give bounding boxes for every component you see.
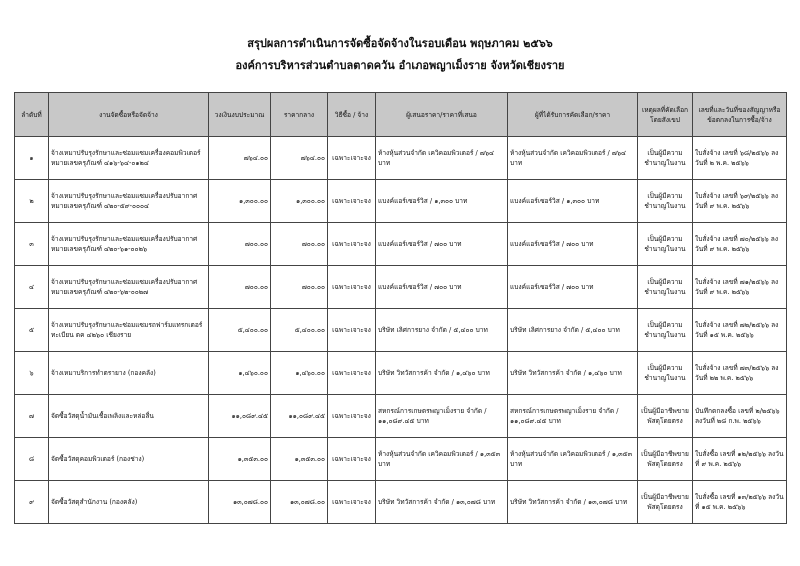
cell-bidder: ห้างหุ้นส่วนจำกัด เควิคอมพิวเตอร์ / ๑,๓๕๓ บาท [376,438,508,481]
table-row [15,266,787,309]
cell-no: ๕ [15,309,49,352]
cell-contract: ใบสั่งจ้าง เลขที่ ๗๓/๒๕๖๖ ลงวันที่ ๒๒ พ.ค. ๒๕๖๖ [693,352,787,395]
table-row [15,309,787,352]
table-row [15,137,787,180]
cell-item: จัดซื้อวัสดุคอมพิวเตอร์ (กองช่าง) [49,438,209,481]
cell-method: เฉพาะเจาะจง [328,180,376,223]
table-row [15,395,787,438]
table-row [15,438,787,481]
cell-median-price: ๗๐๐.๐๐ [271,223,328,266]
cell-reason: เป็นผู้มีความชำนาญในงาน [638,137,693,180]
cell-bidder: บริษัท เลิศการยาง จำกัด / ๕,๔๐๐ บาท [376,309,508,352]
cell-contract: บันทึกตกลงซื้อ เลขที่ ๒/๒๕๖๖ ลงวันที่ ๒๘ ก.พ. ๒๕๖๖ [693,395,787,438]
cell-reason: เป็นผู้มีอาชีพขายพัสดุโดยตรง [638,395,693,438]
table-row [15,180,787,223]
cell-no: ๑ [15,137,49,180]
cell-contract: ใบสั่งจ้าง เลขที่ ๖๘/๒๕๖๖ ลงวันที่ ๒ พ.ค. ๒๕๖๖ [693,137,787,180]
cell-bidder: แบงค์แอร์เซอร์วิส / ๗๐๐ บาท [376,266,508,309]
header-reason: เหตุผลที่คัดเลือกโดยสังเขป [638,93,693,137]
cell-item: จัดซื้อวัสดุสำนักงาน (กองคลัง) [49,481,209,524]
cell-contract: ใบสั่งจ้าง เลขที่ ๗๒/๒๕๖๖ ลงวันที่ ๑๕ พ.ค. ๒๕๖๖ [693,309,787,352]
cell-reason: เป็นผู้มีอาชีพขายพัสดุโดยตรง [638,481,693,524]
cell-budget: ๗๖๔.๐๐ [209,137,271,180]
header-winner: ผู้ที่ได้รับการคัดเลือก/ราคา [508,93,638,137]
cell-winner: แบงค์แอร์เซอร์วิส / ๗๐๐ บาท [508,266,638,309]
cell-item: จ้างเหมาปรับรุงรักษาและซ่อมแซมรถฟาร์มแทรกเตอร์ ทะเบียน ตค ๔๒๖๐ เชียงราย [49,309,209,352]
table-row [15,481,787,524]
header-budget: วงเงินงบประมาณ [209,93,271,137]
cell-winner: บริษัท เลิศการยาง จำกัด / ๕,๔๐๐ บาท [508,309,638,352]
header-median-price: ราคากลาง [271,93,328,137]
cell-no: ๓ [15,223,49,266]
cell-winner: แบงค์แอร์เซอร์วิส / ๗๐๐ บาท [508,223,638,266]
table-header-row [15,93,787,137]
cell-winner: แบงค์แอร์เซอร์วิส / ๑,๓๐๐ บาท [508,180,638,223]
cell-winner: บริษัท วิทวัสการค้า จำกัด / ๑๓,๐๗๘ บาท [508,481,638,524]
cell-median-price: ๑,๓๕๓.๐๐ [271,438,328,481]
header-bidders: ผู้เสนอราคา/ราคาที่เสนอ [376,93,508,137]
cell-median-price: ๕,๔๐๐.๐๐ [271,309,328,352]
cell-reason: เป็นผู้มีความชำนาญในงาน [638,266,693,309]
cell-no: ๖ [15,352,49,395]
cell-bidder: บริษัท วิทวัสการค้า จำกัด / ๑,๔๖๐ บาท [376,352,508,395]
table-row [15,352,787,395]
cell-contract: ใบสั่งจ้าง เลขที่ ๗๐/๒๕๖๖ ลงวันที่ ๙ พ.ค. ๒๕๖๖ [693,223,787,266]
cell-budget: ๗๐๐.๐๐ [209,223,271,266]
cell-winner: ห้างหุ้นส่วนจำกัด เควิคอมพิวเตอร์ / ๑,๓๕๓ บาท [508,438,638,481]
cell-method: เฉพาะเจาะจง [328,266,376,309]
cell-budget: ๑๑,๐๘๙.๔๕ [209,395,271,438]
header-method: วิธีซื้อ / จ้าง [328,93,376,137]
cell-method: เฉพาะเจาะจง [328,395,376,438]
cell-budget: ๑,๓๕๓.๐๐ [209,438,271,481]
cell-method: เฉพาะเจาะจง [328,352,376,395]
cell-reason: เป็นผู้มีความชำนาญในงาน [638,180,693,223]
cell-item: จัดซื้อวัสดุน้ำมันเชื้อเพลิงและหล่อลื่น [49,395,209,438]
cell-reason: เป็นผู้มีอาชีพขายพัสดุโดยตรง [638,438,693,481]
cell-reason: เป็นผู้มีความชำนาญในงาน [638,352,693,395]
cell-no: ๗ [15,395,49,438]
cell-bidder: แบงค์แอร์เซอร์วิส / ๑,๓๐๐ บาท [376,180,508,223]
cell-no: ๘ [15,438,49,481]
cell-budget: ๑,๓๐๐.๐๐ [209,180,271,223]
cell-method: เฉพาะเจาะจง [328,438,376,481]
procurement-table [14,92,787,524]
cell-bidder: แบงค์แอร์เซอร์วิส / ๗๐๐ บาท [376,223,508,266]
cell-no: ๙ [15,481,49,524]
cell-winner: บริษัท วิทวัสการค้า จำกัด / ๑,๔๖๐ บาท [508,352,638,395]
cell-item: จ้างเหมาปรับรุงรักษาและซ่อมแซมเครื่องคอมพิวเตอร์ หมายเลขครุภัณฑ์ ๔๑๖-๖๔-๐๑๒๔ [49,137,209,180]
cell-reason: เป็นผู้มีความชำนาญในงาน [638,309,693,352]
cell-bidder: สหกรณ์การเกษตรพญาเม็งราย จำกัด / ๑๑,๐๘๙.๔๕ บาท [376,395,508,438]
cell-reason: เป็นผู้มีความชำนาญในงาน [638,223,693,266]
cell-median-price: ๑๓,๐๗๘.๐๐ [271,481,328,524]
cell-median-price: ๗๐๐.๐๐ [271,266,328,309]
cell-contract: ใบสั่งซื้อ เลขที่ ๑๓/๒๕๖๖ ลงวันที่ ๑๕ พ.ค. ๒๕๖๖ [693,481,787,524]
cell-item: จ้างเหมาปรับรุงรักษาและซ่อมแซมเครื่องปรับอากาศ หมายเลขครุภัณฑ์ ๔๒๐-๖๒-๐๐๒๗ [49,266,209,309]
cell-item: จ้างเหมาปรับรุงรักษาและซ่อมแซมเครื่องปรับอากาศ หมายเลขครุภัณฑ์ ๔๒๐-๕๙-๐๐๐๔ [49,180,209,223]
cell-item: จ้างเหมาบริการทำตรายาง (กองคลัง) [49,352,209,395]
cell-bidder: ห้างหุ้นส่วนจำกัด เควิคอมพิวเตอร์ / ๗๖๔ บาท [376,137,508,180]
cell-median-price: ๑,๓๐๐.๐๐ [271,180,328,223]
cell-method: เฉพาะเจาะจง [328,481,376,524]
header-item: งานจัดซื้อหรือจัดจ้าง [49,93,209,137]
cell-budget: ๕,๔๐๐.๐๐ [209,309,271,352]
cell-contract: ใบสั่งจ้าง เลขที่ ๖๙/๒๕๖๖ ลงวันที่ ๙ พ.ค. ๒๕๖๖ [693,180,787,223]
cell-item: จ้างเหมาปรับรุงรักษาและซ่อมแซมเครื่องปรับอากาศ หมายเลขครุภัณฑ์ ๔๒๐-๖๑-๐๐๒๖ [49,223,209,266]
cell-contract: ใบสั่งจ้าง เลขที่ ๗๑/๒๕๖๖ ลงวันที่ ๙ พ.ค. ๒๕๖๖ [693,266,787,309]
cell-budget: ๑,๔๖๐.๐๐ [209,352,271,395]
cell-budget: ๗๐๐.๐๐ [209,266,271,309]
cell-median-price: ๑๑,๐๘๙.๔๕ [271,395,328,438]
cell-bidder: บริษัท วิทวัสการค้า จำกัด / ๑๓,๐๗๘ บาท [376,481,508,524]
cell-contract: ใบสั่งซื้อ เลขที่ ๑๒/๒๕๖๖ ลงวันที่ ๙ พ.ค. ๒๕๖๖ [693,438,787,481]
cell-winner: สหกรณ์การเกษตรพญาเม็งราย จำกัด / ๑๑,๐๘๙.๔๕ บาท [508,395,638,438]
document-title: สรุปผลการดำเนินการจัดซื้อจัดจ้างในรอบเดือน พฤษภาคม ๒๕๖๖ [247,37,553,50]
cell-median-price: ๗๖๔.๐๐ [271,137,328,180]
header-contract: เลขที่และวันที่ของสัญญาหรือข้อตกลงในการซื้อ/จ้าง [693,93,787,137]
cell-method: เฉพาะเจาะจง [328,309,376,352]
table-row [15,223,787,266]
cell-no: ๔ [15,266,49,309]
cell-no: ๒ [15,180,49,223]
document-subtitle: องค์การบริหารส่วนตำบลตาดควัน อำเภอพญาเม็งราย จังหวัดเชียงราย [235,59,565,72]
cell-winner: ห้างหุ้นส่วนจำกัด เควิคอมพิวเตอร์ / ๗๖๔ บาท [508,137,638,180]
cell-method: เฉพาะเจาะจง [328,137,376,180]
cell-method: เฉพาะเจาะจง [328,223,376,266]
cell-budget: ๑๓,๐๗๘.๐๐ [209,481,271,524]
cell-median-price: ๑,๔๖๐.๐๐ [271,352,328,395]
header-no: ลำดับที่ [15,93,49,137]
